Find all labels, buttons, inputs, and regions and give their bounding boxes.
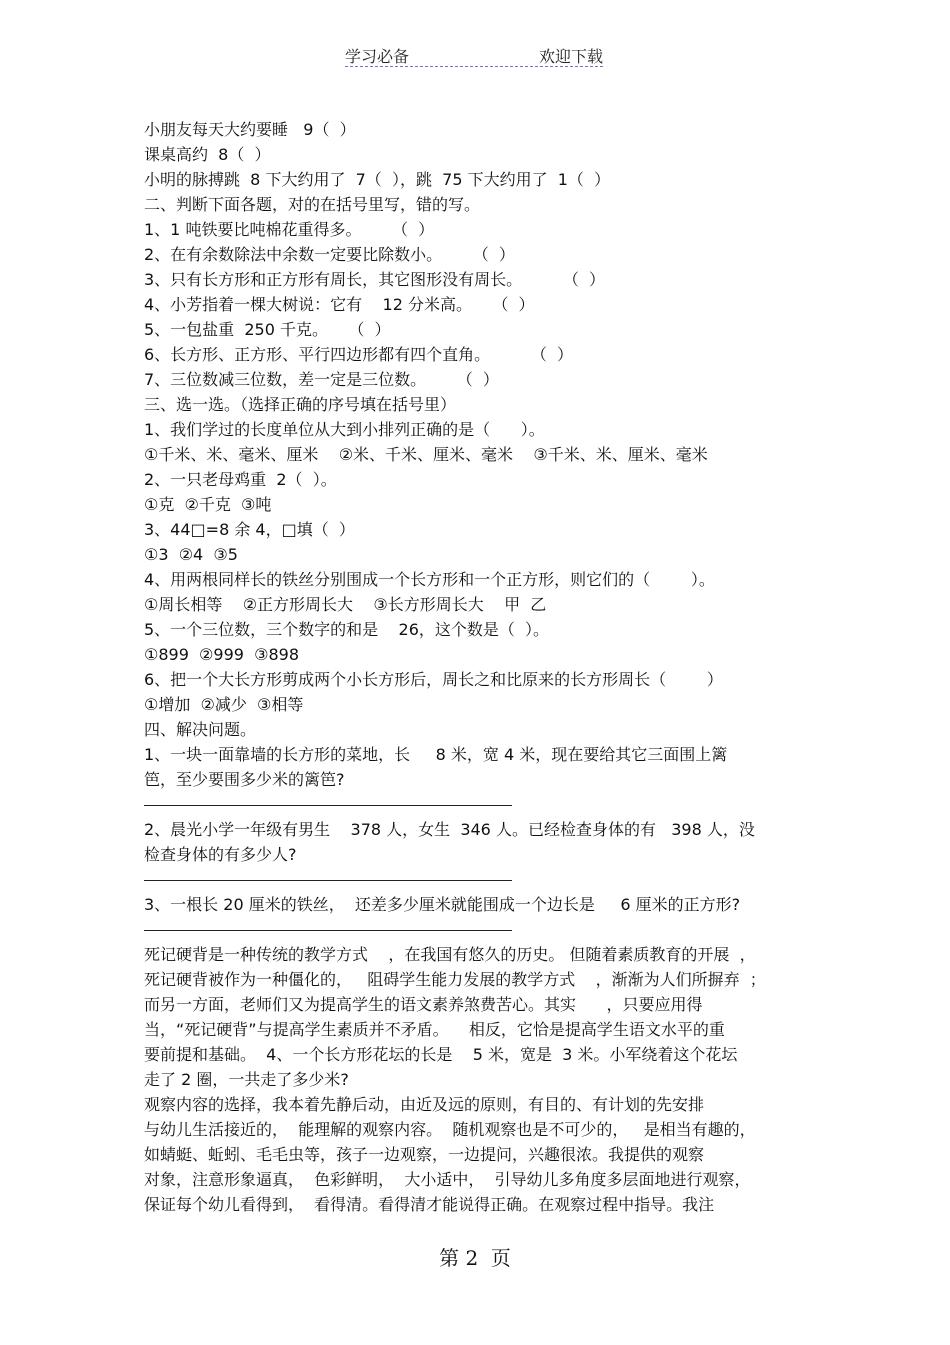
choice-options-1: ①千米、米、毫米、厘米 ②米、千米、厘米、毫米 ③千米、米、厘米、毫米 — [144, 445, 708, 464]
choice-options-6: ①增加 ②减少 ③相等 — [144, 695, 304, 714]
paragraph-line: 如蜻蜓、蚯蚓、毛毛虫等，孩子一边观察，一边提问，兴趣很浓。我提供的观察 — [144, 1145, 705, 1164]
judge-item-2: 2、在有余数除法中余数一定要比除数小。 （ ） — [144, 245, 515, 264]
judge-item-1: 1、1 吨铁要比吨棉花重得多。 （ ） — [144, 220, 435, 239]
choice-question-5: 5、一个三位数，三个数字的和是 26，这个数是（ ）。 — [144, 620, 550, 639]
problem-3-line-1: 3、一根长 20 厘米的铁丝， 还差多少厘米就能围成一个边长是 6 厘米的正方形? — [144, 895, 741, 914]
section-heading-solve: 四、解决问题。 — [144, 720, 257, 739]
paragraph-line: 对象，注意形象逼真， 色彩鲜明， 大小适中， 引导幼儿多角度多层面地进行观察， — [144, 1170, 751, 1189]
section-heading-choose: 三、选一选。（选择正确的序号填在括号里） — [144, 395, 457, 414]
paragraph-line: 观察内容的选择，我本着先静后动，由近及远的原则，有目的、有计划的先安排 — [144, 1095, 705, 1114]
answer-line — [144, 917, 512, 942]
choice-options-3: ①3 ②4 ③5 — [144, 545, 238, 564]
paragraph-line: 而另一方面，老师们又为提高学生的语文素养煞费苦心。其实 ，只要应用得 — [144, 995, 703, 1014]
choice-question-1: 1、我们学过的长度单位从大到小排列正确的是（ ）。 — [144, 420, 545, 439]
paragraph-line: 要前提和基础。 4、一个长方形花坛的长是 5 米，宽是 3 米。小军绕着这个花坛 — [144, 1045, 738, 1064]
answer-line — [144, 792, 512, 817]
choice-question-4: 4、用两根同样长的铁丝分别围成一个长方形和一个正方形，则它们的（ ）。 — [144, 570, 715, 589]
page-number: 第 2 页 — [439, 1246, 511, 1270]
paragraph-line: 死记硬背被作为一种僵化的， 阻碍学生能力发展的教学方式 ，渐渐为人们所摒弃 ； — [144, 970, 766, 989]
document-body — [144, 117, 814, 1217]
text-line: 课桌高约 8（ ） — [144, 145, 271, 164]
paragraph-line: 走了 2 圈，一共走了多少米? — [144, 1070, 349, 1089]
choice-options-4: ①周长相等 ②正方形周长大 ③长方形周长大 甲 乙 — [144, 595, 547, 614]
choice-question-3: 3、44□=8 余 4，□填（ ） — [144, 520, 355, 539]
problem-2-line-1: 2、晨光小学一年级有男生 378 人，女生 346 人。已经检查身体的有 398 人，没 — [144, 820, 755, 839]
paragraph-line: 当，“死记硬背”与提高学生素质并不矛盾。 相反，它恰是提高学生语文水平的重 — [144, 1020, 725, 1039]
choice-question-6: 6、把一个大长方形剪成两个小长方形后，周长之和比原来的长方形周长（ ） — [144, 670, 723, 689]
paragraph-line: 死记硬背是一种传统的教学方式 ，在我国有悠久的历史。 但随着素质教育的开展 ， — [144, 945, 756, 964]
answer-line — [144, 867, 512, 892]
problem-1-line-1: 1、一块一面靠墙的长方形的菜地，长 8 米，宽 4 米，现在要给其它三面围上篱 — [144, 745, 728, 764]
judge-item-5: 5、一包盐重 250 千克。 （ ） — [144, 320, 391, 339]
choice-options-5: ①899 ②999 ③898 — [144, 645, 299, 664]
problem-2-line-2: 检查身体的有多少人? — [144, 845, 297, 864]
judge-item-6: 6、长方形、正方形、平行四边形都有四个直角。 （ ） — [144, 345, 574, 364]
paragraph-line: 与幼儿生活接近的， 能理解的观察内容。 随机观察也是不可少的， 是相当有趣的， — [144, 1120, 756, 1139]
judge-item-3: 3、只有长方形和正方形有周长，其它图形没有周长。 （ ） — [144, 270, 606, 289]
choice-options-2: ①克 ②千克 ③吨 — [144, 495, 272, 514]
section-heading-judge: 二、判断下面各题，对的在括号里写，错的写。 — [144, 195, 481, 214]
choice-question-2: 2、一只老母鸡重 2（ ）。 — [144, 470, 337, 489]
text-line: 小朋友每天大约要睡 9（ ） — [144, 120, 356, 139]
problem-1-line-2: 笆，至少要围多少米的篱笆? — [144, 770, 345, 789]
text-line: 小明的脉搏跳 8 下大约用了 7（ ），跳 75 下大约用了 1（ ） — [144, 170, 611, 189]
paragraph-line: 保证每个幼儿看得到， 看得清。看得清才能说得正确。在观察过程中指导。我注 — [144, 1195, 715, 1214]
header-left-text: 学习必备 — [345, 47, 410, 66]
judge-item-7: 7、三位数减三位数，差一定是三位数。 （ ） — [144, 370, 499, 389]
judge-item-4: 4、小芳指着一棵大树说：它有 12 分米高。 （ ） — [144, 295, 535, 314]
page-header — [345, 44, 603, 67]
header-right-text: 欢迎下载 — [538, 47, 603, 66]
